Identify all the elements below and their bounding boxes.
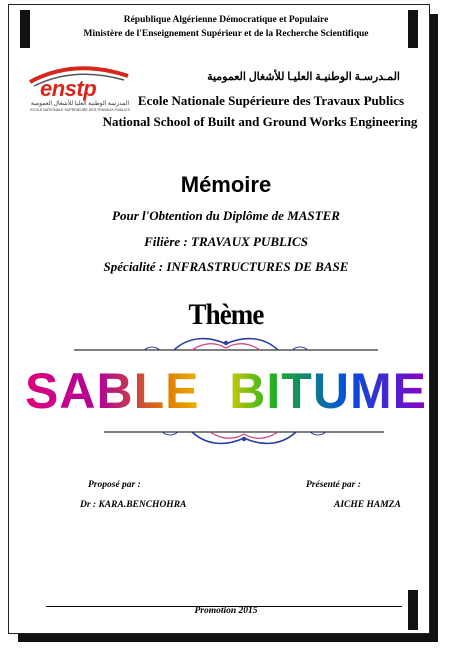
logo-subtitle-fr: ECOLE NATIONALE SUPERIEURE DES TRAVAUX PUBLICS [30, 108, 130, 112]
logo-wordmark: enstp [40, 76, 97, 101]
theme-heading: Thème [188, 298, 264, 331]
promotion-year: Promotion 2015 [194, 606, 258, 616]
proposed-by-label: Proposé par : [88, 480, 141, 490]
logo-subtitle-ar: المدرسة الوطنية العليا للأشغال العمومية [30, 101, 130, 107]
page-shadow-bottom [18, 634, 438, 642]
school-name-english: National School of Built and Ground Works Engineering [102, 114, 418, 129]
presented-by-label: Présenté par : [306, 480, 361, 490]
ministry-line: Ministère de l'Enseignement Supérieur et de la Recherche Scientifique [83, 29, 369, 39]
thesis-title: SABLE BITUME [25, 363, 427, 419]
thesis-title-wrap [0, 362, 452, 420]
republic-line: République Algérienne Démocratique et Populaire [123, 15, 329, 25]
filiere-line: Filière : TRAVAUX PUBLICS [144, 234, 308, 249]
specialite-line: Spécialité : INFRASTRUCTURES DE BASE [103, 259, 349, 274]
diploma-purpose: Pour l'Obtention du Diplôme de MASTER [112, 208, 340, 223]
school-name-french: Ecole Nationale Supérieure des Travaux Publics [137, 93, 405, 108]
presented-by-name: AICHE HAMZA [334, 500, 401, 510]
school-logo [24, 60, 136, 116]
page-shadow-right [430, 14, 438, 634]
document-type: Mémoire [180, 172, 272, 197]
ornament-top [74, 334, 378, 358]
school-name-arabic: المـدرسـة الوطنيـة العليـا للأشغال العمومية [207, 71, 400, 83]
ornament-bottom [104, 424, 384, 448]
proposed-by-name: Dr : KARA.BENCHOHRA [80, 500, 187, 510]
